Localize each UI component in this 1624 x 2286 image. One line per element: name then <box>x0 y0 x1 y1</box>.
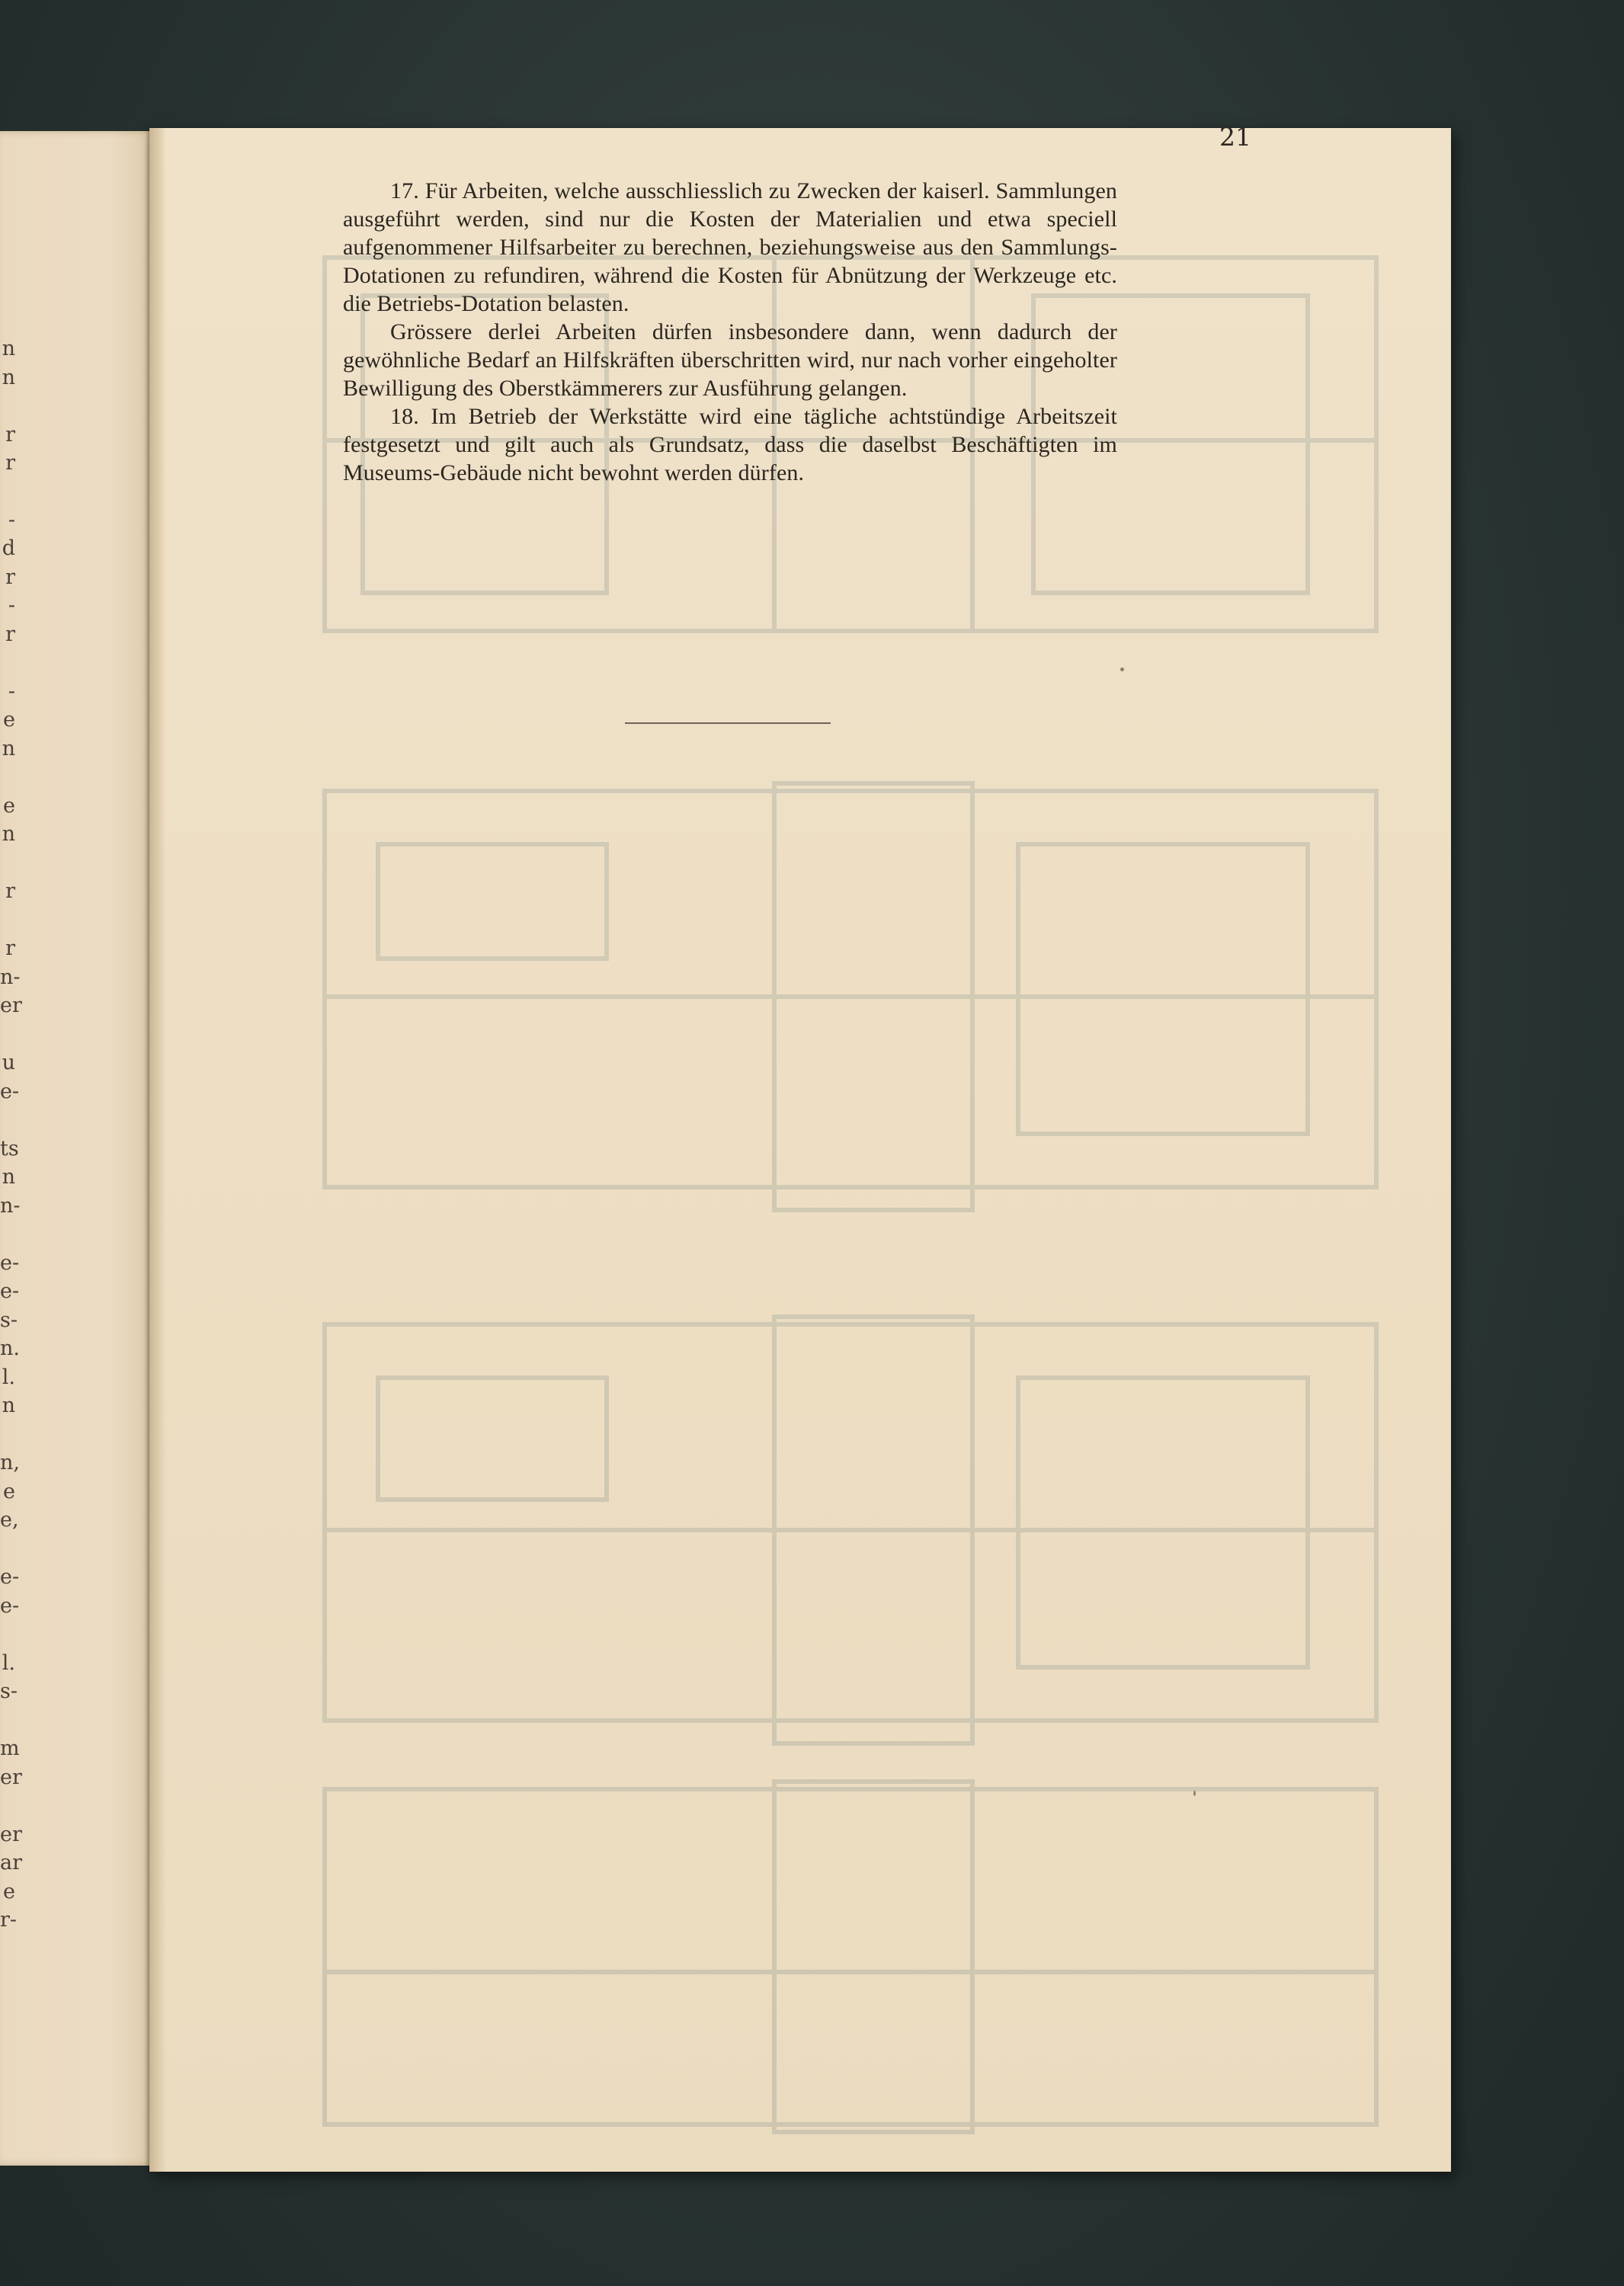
left-line-ending: er <box>0 1823 22 1846</box>
left-line-ending: d <box>2 536 15 560</box>
left-line-ending: e- <box>0 1565 20 1589</box>
left-line-ending: e <box>3 708 15 732</box>
left-line-ending: n <box>2 337 15 360</box>
left-line-ending: - <box>8 508 15 532</box>
left-line-ending: r- <box>0 1908 18 1932</box>
left-line-ending: e- <box>0 1279 20 1303</box>
left-line-ending: ts <box>0 1137 19 1161</box>
left-line-ending: e- <box>0 1594 20 1618</box>
left-line-ending: - <box>8 594 15 617</box>
paper-speck <box>1120 668 1124 671</box>
left-line-ending: n <box>2 822 15 846</box>
floor-plan-bleed-through <box>317 235 1399 2155</box>
left-line-ending: l. <box>2 1366 15 1389</box>
left-line-ending: r <box>5 423 15 447</box>
left-line-ending: n, <box>0 1451 20 1474</box>
left-line-ending: n- <box>0 965 21 989</box>
left-line-ending: e <box>3 1880 15 1903</box>
left-line-ending: s- <box>0 1308 18 1332</box>
left-line-ending: r <box>5 451 15 475</box>
section-end-rule <box>625 722 831 724</box>
left-line-ending: m <box>0 1737 20 1760</box>
left-line-ending: n <box>2 366 15 389</box>
left-line-ending: r <box>5 565 15 589</box>
left-line-ending: r <box>5 623 15 646</box>
left-line-ending: s- <box>0 1679 18 1703</box>
paragraph-18: 18. Im Betrieb der Werkstätte wird eine tägliche achtstündige Arbeitszeit festgesetzt und gilt auch als Grundsatz, dass die daselbst Beschäftigten im Museums-Gebäude nicht bewohnt werden dürfen. <box>343 404 1117 485</box>
left-line-ending: er <box>0 1766 22 1789</box>
left-line-ending: n <box>2 1394 15 1417</box>
left-line-ending: ar <box>0 1851 23 1875</box>
paragraph-17-continued: Grössere derlei Arbeiten dürfen insbesondere dann, wenn dadurch der gewöhnliche Bedarf an Hilfskräften überschritten wird, nur nach vorher eingeholter Bewilligung des Oberstkämmerers zur Ausführung gelangen. <box>343 319 1117 401</box>
left-line-ending: n <box>2 1165 15 1189</box>
left-line-ending: n- <box>0 1194 21 1218</box>
paragraph-17: 17. Für Arbeiten, welche ausschliesslich zu Zwecken der kaiserl. Sammlungen ausgeführt werden, sind nur die Kosten der Materialien und etwa speciell aufgenommener Hilfsarbeiter zu berechnen, beziehungsweise aus den Sammlungs-Dotationen zu refundiren, während die Kosten für Abnützung der Werkzeuge etc. die Betriebs-Dotation belasten. <box>343 178 1117 316</box>
left-line-ending: r <box>5 879 15 903</box>
paper-speck <box>1193 1791 1196 1796</box>
left-line-ending: e <box>3 1480 15 1503</box>
left-line-ending: n. <box>0 1337 20 1360</box>
left-line-ending: u <box>2 1051 15 1074</box>
left-line-ending: r <box>5 936 15 960</box>
previous-page-edge <box>0 131 156 2166</box>
page-number: 21 <box>1219 122 1251 152</box>
left-line-ending: n <box>2 737 15 760</box>
page-gutter <box>149 128 166 2172</box>
left-line-ending: e- <box>0 1080 20 1103</box>
left-line-ending: l. <box>2 1651 15 1675</box>
left-line-ending: e <box>3 794 15 818</box>
body-text <box>343 177 1117 487</box>
left-line-ending: e- <box>0 1251 20 1275</box>
left-line-ending: e, <box>0 1508 19 1532</box>
left-line-ending: er <box>0 994 22 1017</box>
left-line-ending: - <box>8 680 15 703</box>
